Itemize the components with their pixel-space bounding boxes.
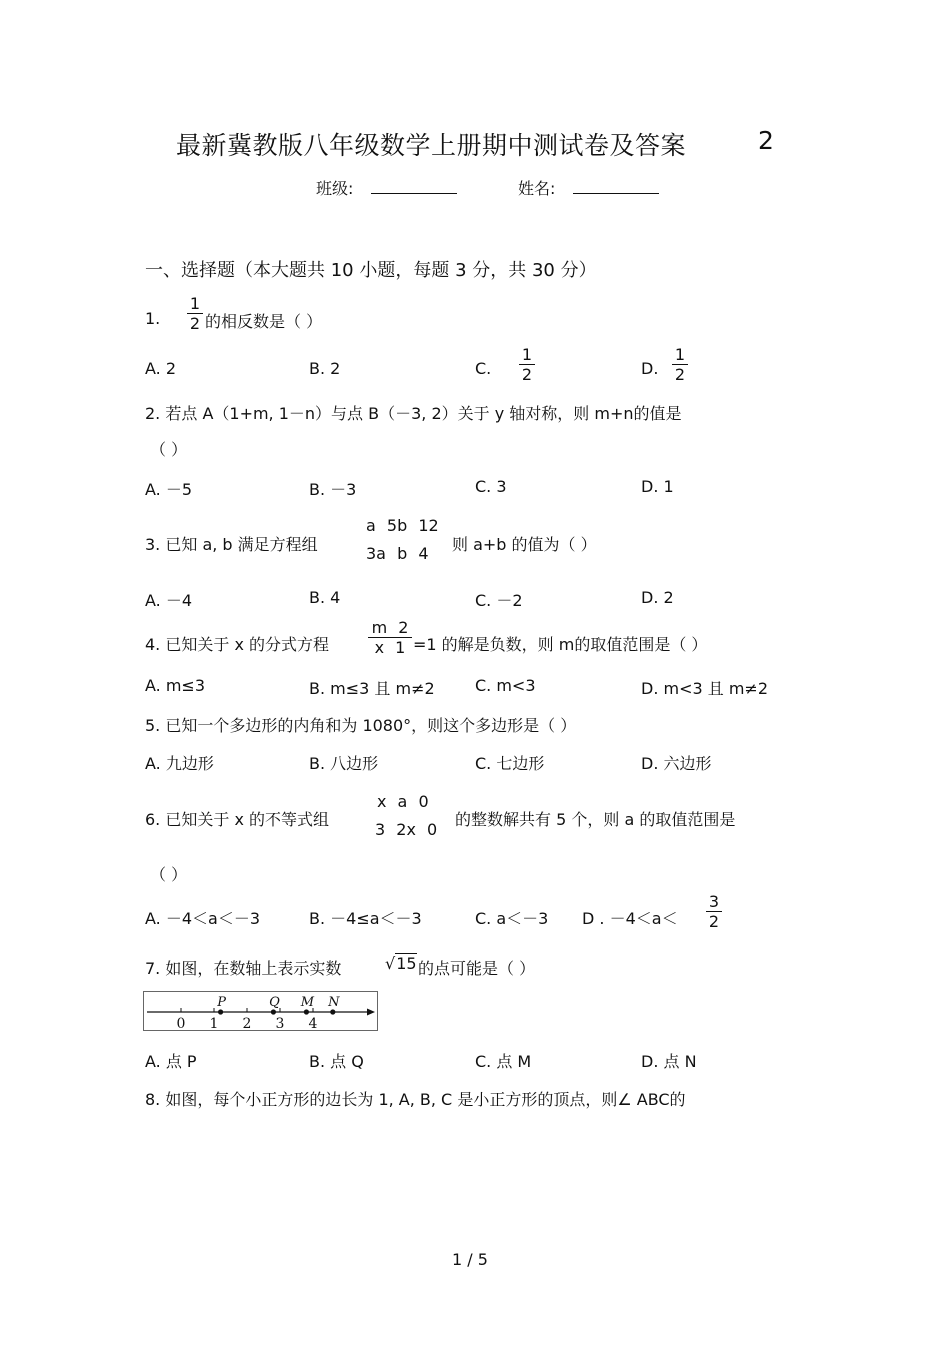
q3-text-post: 则 a+b 的值为（ ）: [452, 535, 597, 554]
number-line-point-label: P: [217, 995, 226, 1010]
title-text: 最新冀教版八年级数学上册期中测试卷及答案: [176, 131, 687, 160]
class-field: [316, 176, 457, 199]
q6-text-post: 的整数解共有 5 个，则 a 的取值范围是: [455, 810, 736, 829]
q1-option-b: B. 2: [309, 359, 341, 378]
q1-option-c-fraction: 1 2: [519, 345, 535, 384]
q6-option-c: C. a＜－3: [475, 909, 549, 928]
number-line-point-label: Q: [269, 995, 280, 1010]
number-line-point-label: N: [328, 995, 340, 1010]
q4-text-post: =1 的解是负数，则 m的取值范围是（ ）: [413, 635, 708, 654]
q6-option-d: D . －4＜a＜: [582, 909, 678, 928]
page-title: [176, 126, 686, 162]
q1-option-d-label: D.: [641, 359, 659, 378]
q6-inequality-system: [375, 788, 437, 844]
q1-frac-den: 2: [189, 314, 201, 333]
name-label: 姓名:: [518, 179, 556, 198]
q6-text: 6. 已知关于 x 的不等式组: [145, 810, 329, 829]
page-number: 1 / 5: [452, 1250, 488, 1269]
q4-fraction: [368, 618, 412, 657]
q3-option-d: D. 2: [641, 588, 674, 607]
q3-text: 3. 已知 a, b 满足方程组: [145, 535, 318, 554]
number-line-figure: [143, 991, 379, 1031]
q8-text: 8. 如图，每个小正方形的边长为 1, A, B, C 是小正方形的顶点，则∠ ABC的: [145, 1090, 686, 1109]
number-line-tick-label: 3: [275, 1016, 285, 1031]
q7-sqrt-value: 15: [396, 954, 417, 973]
q1-text: 的相反数是（ ）: [205, 312, 323, 331]
q1-option-d-fraction: 1 2: [672, 345, 688, 384]
q4-frac-den: x 1: [374, 638, 406, 657]
q5-option-b: B. 八边形: [309, 754, 379, 773]
q1-number: 1.: [145, 309, 161, 328]
q5-option-c: C. 七边形: [475, 754, 545, 773]
q5-text: 5. 已知一个多边形的内角和为 1080°，则这个多边形是（ ）: [145, 716, 577, 735]
name-field: [518, 176, 659, 199]
q3-option-a: A. －4: [145, 591, 193, 610]
number-line-point-q: [271, 1009, 276, 1014]
q7-option-d: D. 点 N: [641, 1052, 697, 1071]
q3-option-c: C. －2: [475, 591, 523, 610]
number-line-tick-label: 2: [242, 1016, 252, 1031]
q5-option-d: D. 六边形: [641, 754, 712, 773]
q3-option-b: B. 4: [309, 588, 341, 607]
number-line-point-m: [304, 1009, 309, 1014]
q2-option-d: D. 1: [641, 477, 674, 496]
q3-eq-row2: 3a b 4: [366, 544, 429, 563]
q3-eq-row1: a 5b 12: [366, 516, 439, 535]
q7-option-b: B. 点 Q: [309, 1052, 364, 1071]
q7-option-c: C. 点 M: [475, 1052, 532, 1071]
q4-frac-num: m 2: [371, 618, 409, 637]
arrow-icon: [367, 1009, 375, 1016]
number-line-point-label: M: [300, 995, 315, 1010]
q5-option-a: A. 九边形: [145, 754, 214, 773]
q6-ineq-row2: 3 2x 0: [375, 820, 438, 839]
q3-equation-system: [366, 512, 439, 568]
q2-option-a: A. －5: [145, 480, 193, 499]
q6-option-a: A. －4＜a＜－3: [145, 909, 261, 928]
sqrt-icon: √: [385, 954, 396, 973]
q7-option-a: A. 点 P: [145, 1052, 197, 1071]
class-label: 班级:: [316, 179, 354, 198]
q6-option-b: B. －4≤a＜－3: [309, 909, 422, 928]
q2-paren: （ ）: [150, 440, 188, 459]
q6-option-d-fraction: 3 2: [706, 892, 722, 931]
number-line-point-p: [218, 1009, 223, 1014]
q7-text-post: 的点可能是（ ）: [418, 959, 536, 978]
q1-option-a: A. 2: [145, 359, 177, 378]
q4-option-c: C. m<3: [475, 676, 536, 695]
q4-text: 4. 已知关于 x 的分式方程: [145, 635, 329, 654]
q2-option-c: C. 3: [475, 477, 507, 496]
class-blank: [371, 177, 457, 194]
section-heading: 一、选择题（本大题共 10 小题，每题 3 分，共 30 分）: [145, 260, 597, 281]
q2-text: 2. 若点 A（1+m, 1－n）与点 B（－3, 2）关于 y 轴对称，则 m+n的值是: [145, 404, 682, 423]
number-line-tick-label: 1: [209, 1016, 219, 1031]
number-line-point-n: [330, 1009, 335, 1014]
q7-text: 7. 如图，在数轴上表示实数: [145, 959, 342, 978]
name-blank: [573, 177, 659, 194]
q4-option-b: B. m≤3 且 m≠2: [309, 679, 435, 698]
q6-paren: （ ）: [150, 865, 188, 884]
q4-option-d: D. m<3 且 m≠2: [641, 679, 769, 698]
q2-option-b: B. －3: [309, 480, 357, 499]
q1-frac-num: 1: [189, 294, 201, 313]
number-line-tick-label: 0: [176, 1016, 186, 1031]
q7-sqrt: [385, 954, 417, 973]
q1-option-c-label: C.: [475, 359, 492, 378]
number-line-tick-label: 4: [308, 1016, 318, 1031]
title-number: 2: [758, 126, 775, 155]
q4-option-a: A. m≤3: [145, 676, 206, 695]
q6-ineq-row1: x a 0: [377, 792, 429, 811]
q1-fraction: [187, 294, 203, 333]
